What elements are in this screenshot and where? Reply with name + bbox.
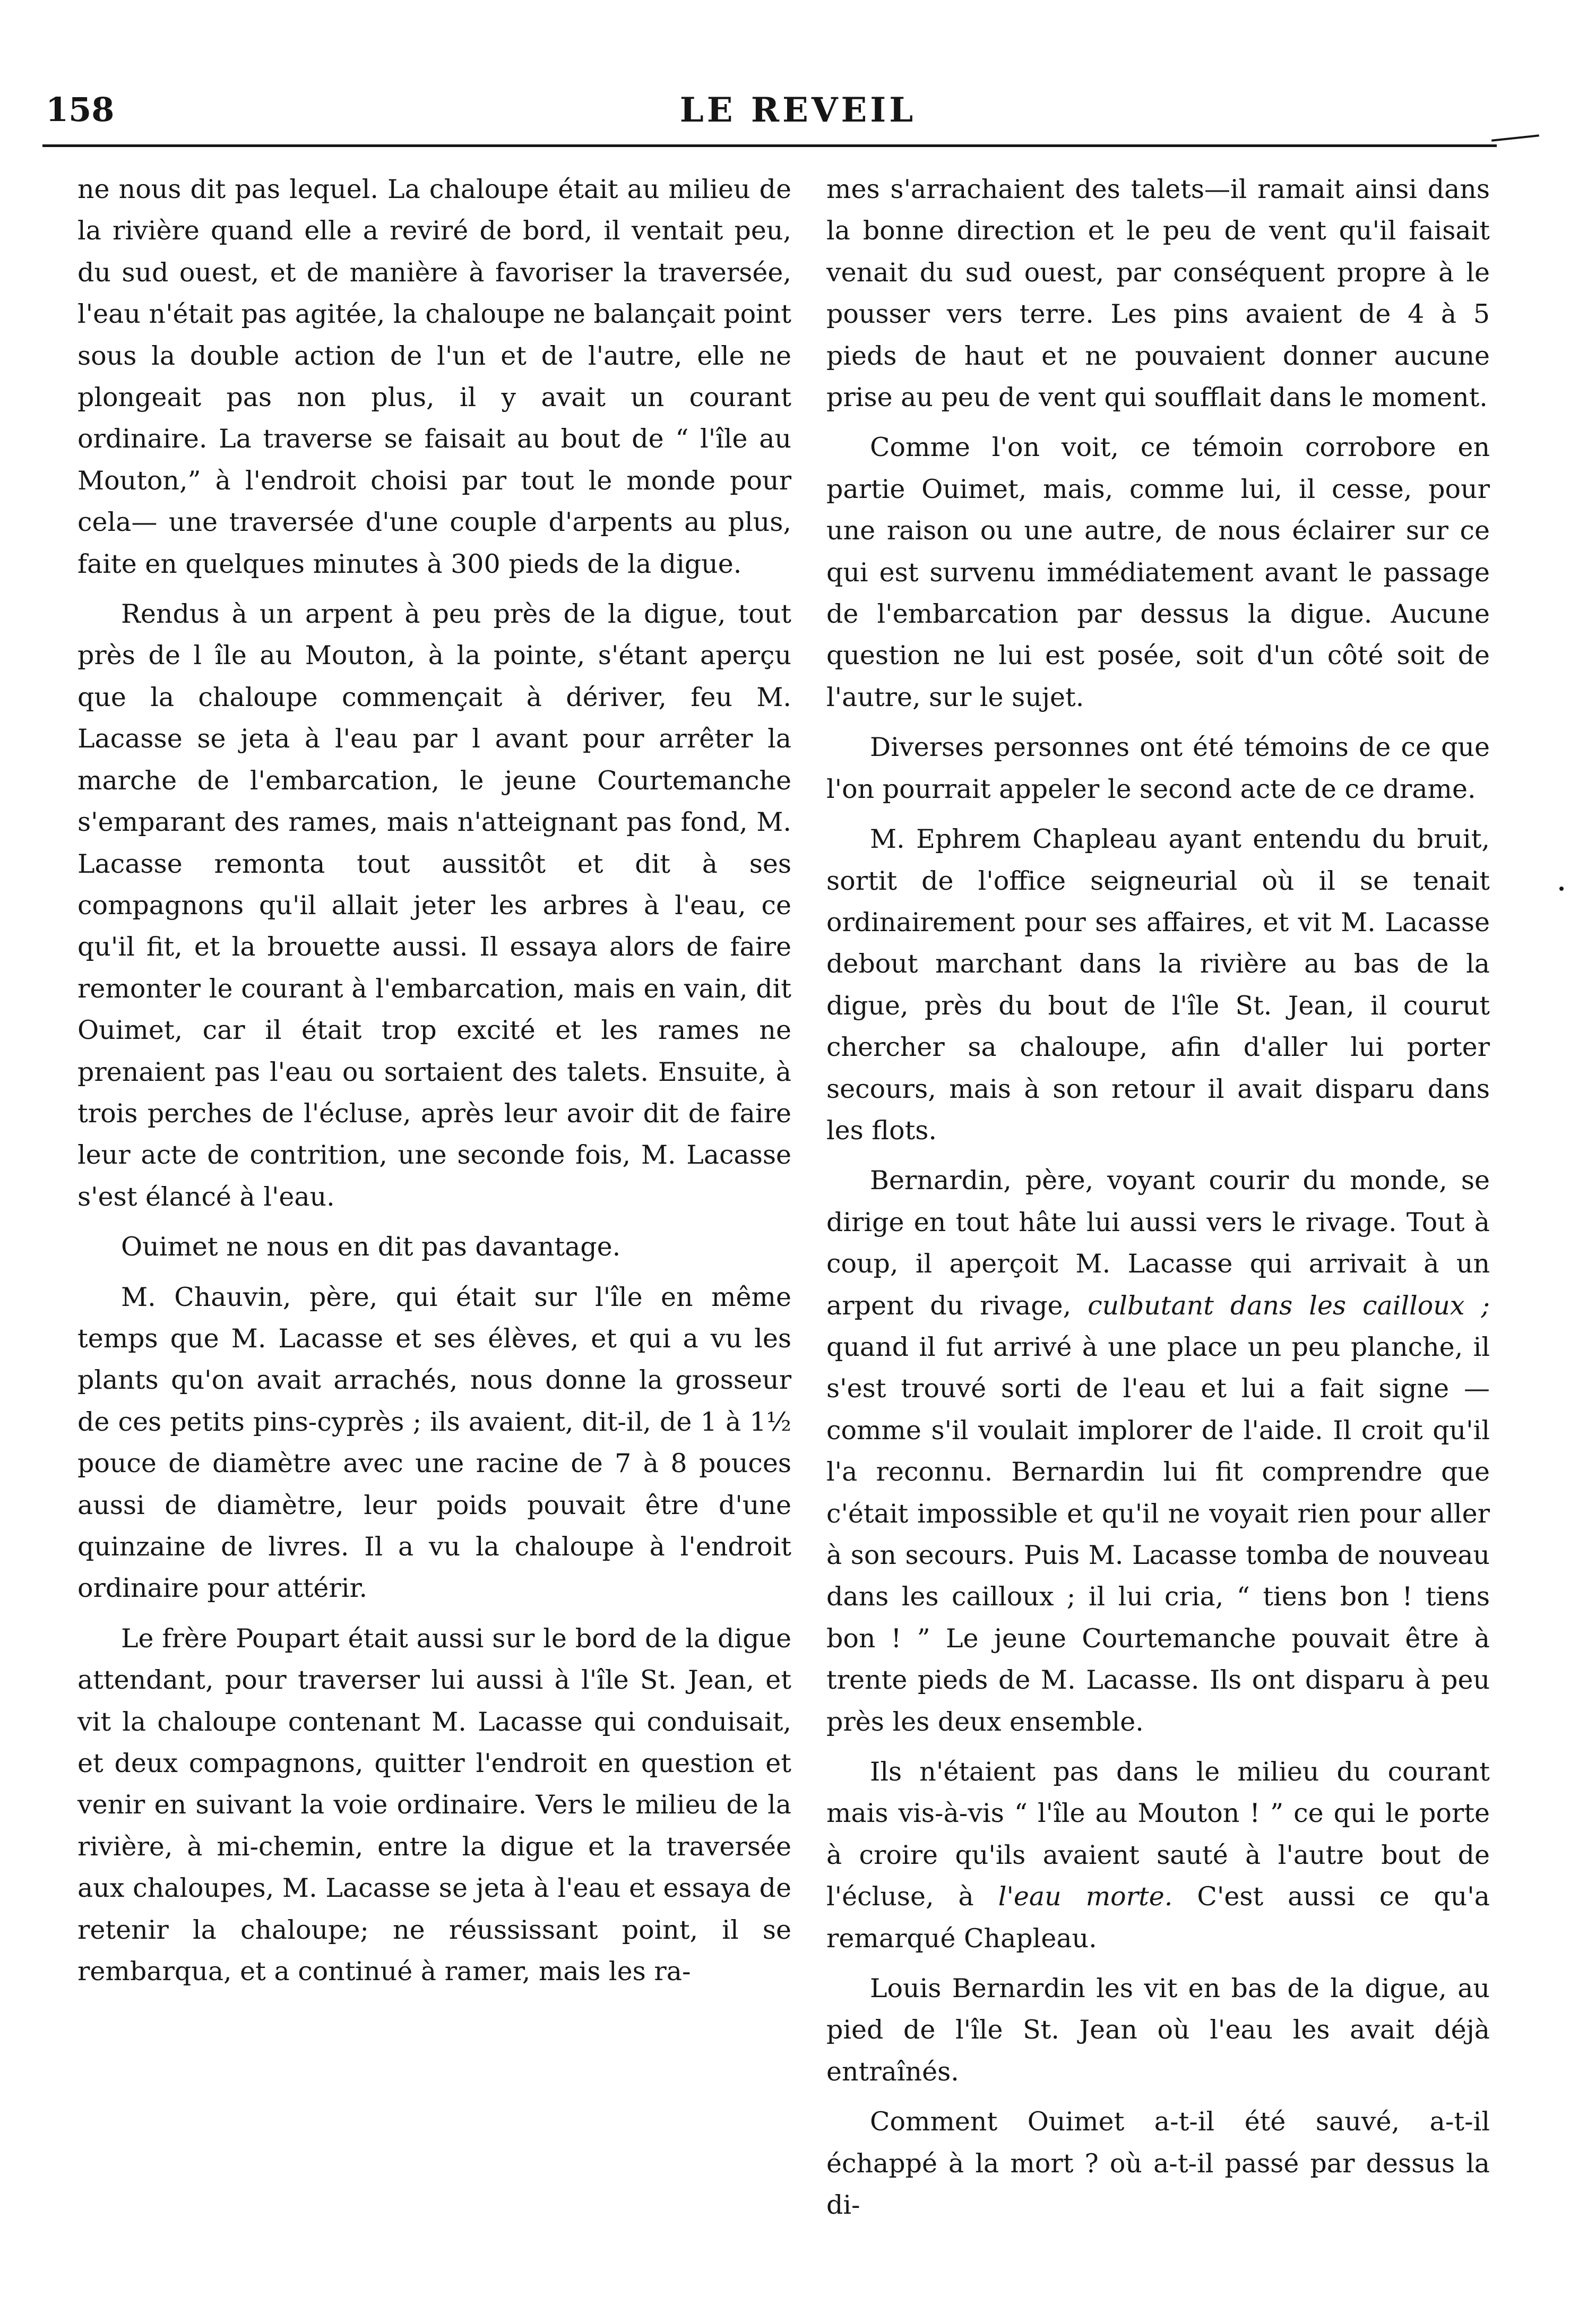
left-column	[77, 169, 791, 2001]
paragraph	[826, 427, 1490, 718]
text-run: quand il fut arrivé à une place un peu planche, il s'est trouvé sorti de l'eau et lui a fait signe —comme s'il voulait implorer de l'aide. Il croit qu'il l'a reconnu. Bernardin lui fit comprendre que c'était impossible et qu'il ne voyait rien pour aller à son secours. Puis M. Lacasse tomba de nouveau dans les cailloux ; il lui cria, “ tiens bon ! tiens bon ! ” Le jeune Courtemanche pouvait être à trente pieds de M. Lacasse. Ils ont disparu à peu près les deux ensemble.	[826, 1331, 1490, 1737]
paragraph	[826, 819, 1490, 1151]
paragraph	[826, 1751, 1490, 1959]
paragraph	[826, 1160, 1490, 1743]
text-run: Bernardin, père, voyant courir du monde, se dirige en tout hâte lui aussi vers le rivage. Tout à coup, il aperçoit M. Lacasse qui arrivait à un arpent du rivage,	[826, 1165, 1490, 1321]
text-run: C'est aussi ce qu'a remarqué Chapleau.	[826, 1881, 1490, 1954]
text-run: Louis Bernardin les vit en bas de la digue, au pied de l'île St. Jean où l'eau les avait déjà entraînés.	[826, 1973, 1490, 2087]
header-rule-flourish	[1491, 134, 1539, 141]
text-run: Ouimet ne nous en dit pas davantage.	[121, 1232, 621, 1262]
paragraph	[826, 727, 1490, 810]
margin-ink-dot	[1559, 887, 1564, 891]
text-run: Ils n'étaient pas dans le milieu du courant mais vis-à-vis “ l'île au Mouton ! ” ce qui le porte à croire qu'ils avaient sauté à l'autre bout de l'écluse, à	[826, 1757, 1490, 1912]
paragraph	[826, 2101, 1490, 2226]
page-number: 158	[46, 90, 115, 129]
paragraph	[77, 1618, 791, 1993]
header-rule	[42, 144, 1497, 147]
paragraph	[77, 1277, 791, 1610]
text-run: Le frère Poupart était aussi sur le bord de la digue attendant, pour traverser lui aussi à l'île St. Jean, et vit la chaloupe contenant M. Lacasse qui conduisait, et deux compagnons, quitter l'endroit en question et venir en suivant la voie ordinaire. Vers le milieu de la rivière, à mi-chemin, entre la digue et la traversée aux chaloupes, M. Lacasse se jeta à l'eau et essaya de retenir la chaloupe; ne réussissant point, il se rembarqua, et a continué à ramer, mais les ra-	[77, 1623, 791, 1987]
text-run: M. Ephrem Chapleau ayant entendu du bruit, sortit de l'office seigneurial où il se tenait ordinairement pour ses affaires, et vit M. Lacasse debout marchant dans la rivière au bas de la digue, près du bout de l'île St. Jean, il courut chercher sa chaloupe, afin d'aller lui porter secours, mais à son retour il avait disparu dans les flots.	[826, 824, 1490, 1146]
paragraph	[77, 169, 791, 585]
text-run: Comment Ouimet a-t-il été sauvé, a-t-il échappé à la mort ? où a-t-il passé par dessus la di-	[826, 2106, 1490, 2221]
text-run: Rendus à un arpent à peu près de la digue, tout près de l île au Mouton, à la pointe, s'étant aperçu que la chaloupe commençait à dériver, feu M. Lacasse se jeta à l'eau par l avant pour arrêter la marche de l'embarcation, le jeune Courtemanche s'emparant des rames, mais n'atteignant pas fond, M. Lacasse remonta tout aussitôt et dit à ses compagnons qu'il allait jeter les arbres à l'eau, ce qu'il fit, et la brouette aussi. Il essaya alors de faire remonter le courant à l'embarcation, mais en vain, dit Ouimet, car il était trop excité et les rames ne prenaient pas l'eau ou sortaient des talets. Ensuite, à trois perches de l'écluse, après leur avoir dit de faire leur acte de contrition, une seconde fois, M. Lacasse s'est élancé à l'eau.	[77, 599, 791, 1212]
italic-text: l'eau morte.	[998, 1881, 1173, 1912]
text-run: mes s'arrachaient des talets—il ramait ainsi dans la bonne direction et le peu de vent qu'il faisait venait du sud ouest, par conséquent propre à le pousser vers terre. Les pins avaient de 4 à 5 pieds de haut et ne pouvaient donner aucune prise au peu de vent qui soufflait dans le moment.	[826, 174, 1490, 413]
italic-text: culbutant dans les cailloux ;	[1088, 1290, 1490, 1321]
text-run: Comme l'on voit, ce témoin corrobore en partie Ouimet, mais, comme lui, il cesse, pour une raison ou une autre, de nous éclairer sur ce qui est survenu immédiatement avant le passage de l'embarcation par dessus la digue. Aucune question ne lui est posée, soit d'un côté soit de l'autre, sur le sujet.	[826, 432, 1490, 712]
text-run: Diverses personnes ont été témoins de ce que l'on pourrait appeler le second acte de ce drame.	[826, 732, 1490, 804]
paragraph	[77, 594, 791, 1218]
paragraph	[826, 169, 1490, 418]
paragraph	[77, 1226, 791, 1268]
running-head: LE REVEIL	[679, 90, 917, 130]
paragraph	[826, 1968, 1490, 2093]
text-run: M. Chauvin, père, qui était sur l'île en même temps que M. Lacasse et ses élèves, et qui a vu les plants qu'on avait arrachés, nous donne la grosseur de ces petits pins-cyprès ; ils avaient, dit-il, de 1 à 1½ pouce de diamètre avec une racine de 7 à 8 pouces aussi de diamètre, leur poids pouvait être d'une quinzaine de livres. Il a vu la chaloupe à l'endroit ordinaire pour attérir.	[77, 1282, 791, 1604]
text-run: ne nous dit pas lequel. La chaloupe était au milieu de la rivière quand elle a reviré de bord, il ventait peu, du sud ouest, et de manière à favoriser la traversée, l'eau n'était pas agitée, la chaloupe ne balançait point sous la double action de l'un et de l'autre, elle ne plongeait pas non plus, il y avait un courant ordinaire. La traverse se faisait au bout de “ l'île au Mouton,” à l'endroit choisi par tout le monde pour cela— une traversée d'une couple d'arpents au plus, faite en quelques minutes à 300 pieds de la digue.	[77, 174, 791, 579]
right-column	[826, 169, 1490, 2235]
